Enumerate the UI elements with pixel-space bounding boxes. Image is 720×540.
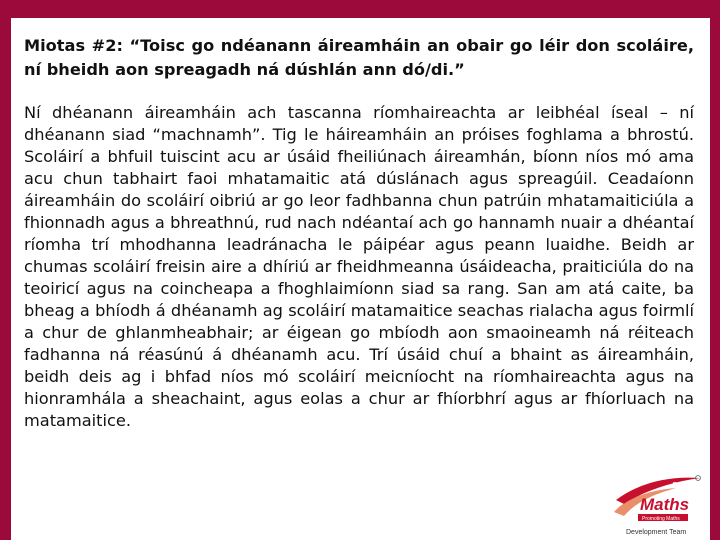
right-frame-bar xyxy=(710,0,720,540)
slide-body-paragraph: Ní dhéanann áireamháin ach tascanna ríomhaireachta ar leibhéal íseal – ní dhéanann siad “machnamh”. Tig le háireamháin an próises foghlama a bhrostú. Scoláirí a bhfuil tuiscint acu ar úsáid fheiliúnach áireamhán, bíonn níos mó ama acu chun tabhairt faoi mhatamaitic atá dúslánach agus spreagúil. Ceadaíonn áireamháin do scoláirí oibriú ar go leor fadhbanna chun patrúin mhatamaiticiúla a fhionnadh agus a bhreathnú, rud nach ndéantaí ach go hannamh nuair a dhéantaí ríomha trí mhodhanna leadránacha le páipéar agus peann luaidhe. Beidh ar chumas scoláirí freisin aire a dhíriú ar fheidhmeanna úsáideacha, praiticiúla do na teoiricí agus na coincheapa a fhoghlaimíonn siad sa rang. San am atá caite, ba bheag a bhíodh á dhéanamh ag scoláirí matamaitice seachas rialacha agus foirmlí a chur de ghlanmheabhair; ar éigean go mbíodh aon smaoineamh ná réiteach fadhanna ná réasúnú á dhéanamh acu. Trí úsáid chuí a bhaint as áireamháin, beidh deis ag i bhfad níos mó scoláirí meicníocht na ríomhaireachta agus na hionramhála a sheachaint, agus eolas a chur ar fhíorbhrí agus ar fhíorluach na matamaitice. xyxy=(24,103,694,430)
logo-project-text: Project xyxy=(672,481,697,490)
top-frame-bar xyxy=(0,0,720,18)
project-maths-logo xyxy=(610,472,706,538)
logo-maths-text: Maths xyxy=(640,495,690,514)
left-frame-bar xyxy=(0,0,11,540)
slide-content xyxy=(24,34,694,432)
slide-heading: Miotas #2: “Toisc go ndéanann áireamháin an obair go léir don scoláire, ní bheidh aon spreagadh ná dúshlán ann dó/di.” xyxy=(24,36,694,79)
logo-subtitle-text: Promoting Maths xyxy=(642,516,680,522)
logo-tagline-text: Development Team xyxy=(626,529,687,536)
